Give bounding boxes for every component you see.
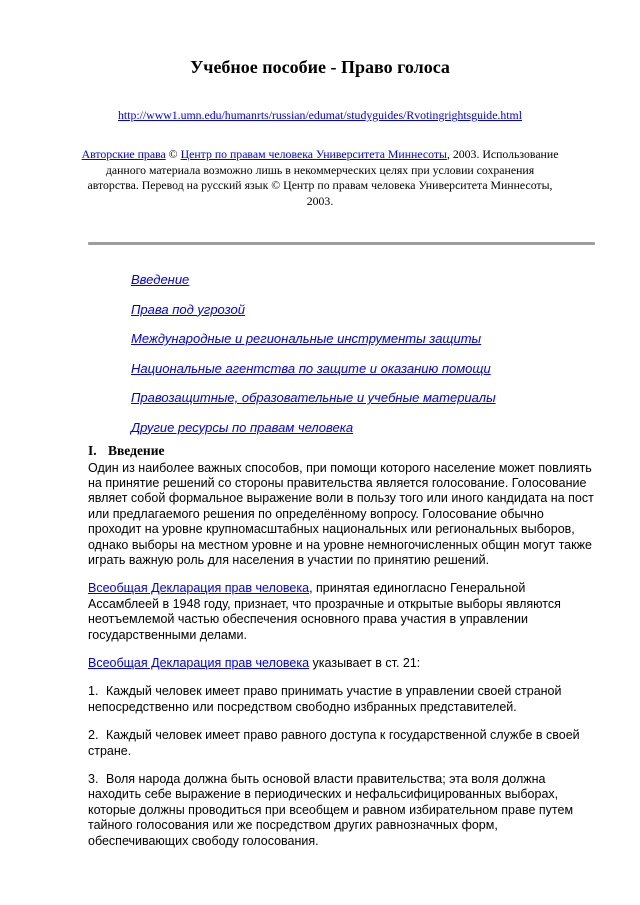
toc-row [131, 303, 640, 317]
toc-link-rights-at-risk[interactable]: Права под угрозой [131, 301, 245, 317]
article-text: Воля народа должна быть основой власти правительства; эта воля должна находить себе выражение в периодических и нефальсифицированных выборах, которые должны проводиться при всеобщем и равном избирательном праве путем тайного голосования или же посредством других равнозначных форм, обеспечивающих свободу голосования. [88, 772, 574, 848]
toc-link-advocacy-materials[interactable]: Правозащитные, образовательные и учебные материалы [131, 390, 496, 405]
paragraph-article-21-text: указывает в ст. 21: [309, 655, 421, 670]
human-rights-center-link[interactable]: Центр по правам человека Университета Миннесоты [180, 147, 447, 161]
paragraph-udhr-text: , принятая единогласно Генеральной Ассамблеей в 1948 году, признает, что прозрачные и открытые выборы являются неотъемлемой частью обеспечения основного права участия в управлении государственными делами. [88, 581, 561, 642]
table-of-contents [131, 273, 640, 435]
toc-row [131, 391, 640, 405]
article-item-1 [88, 684, 595, 715]
toc-link-national-agencies[interactable]: Национальные агентства по защите и оказанию помощи [131, 360, 491, 376]
page-title: Учебное пособие - Право голоса [190, 57, 450, 77]
section-heading [88, 443, 640, 459]
source-url-line [0, 108, 640, 123]
udhr-link[interactable]: Всеобщая Декларация прав человека [88, 581, 310, 596]
copyright-separator: © [165, 147, 181, 161]
section-number: I. [88, 442, 97, 458]
article-item-2 [88, 728, 595, 759]
paragraph-article-21 [88, 656, 595, 671]
toc-link-introduction[interactable]: Введение [131, 272, 190, 287]
source-url-link[interactable]: http://www1.umn.edu/humanrts/russian/edumat/studyguides/Rvotingrightsguide.html [117, 108, 523, 122]
toc-link-international-instruments[interactable]: Международные и региональные инструменты защиты [131, 331, 482, 346]
article-number: 3. [88, 772, 99, 786]
article-number: 1. [88, 684, 99, 699]
authors-rights-link[interactable]: Авторские права [81, 147, 166, 161]
article-text: Каждый человек имеет право равного доступа к государственной службе в своей стране. [88, 728, 580, 758]
copyright-text: , 2003. Использование данного материала возможно лишь в некоммерческих целях при условии сохранения авторства. Перевод на русский язык © Центр по правам человека Университета Миннесоты, 2003. [87, 147, 559, 208]
toc-row [131, 332, 640, 346]
article-number: 2. [88, 728, 99, 743]
article-item-3 [88, 772, 595, 849]
copyright-notice [81, 147, 559, 209]
section-title: Введение [108, 442, 165, 458]
toc-link-other-resources[interactable]: Другие ресурсы по правам человека [131, 419, 354, 435]
section-divider [88, 242, 595, 245]
paragraph-intro: Один из наиболее важных способов, при помощи которого население может повлиять на принятие решений со стороны правительства является голосование. Голосование являет собой формальное выражение воли в пользу того или иного кандидата на пост или предлагаемого решения по определённому вопросу. Голосование обычно проходит на уровне крупномасштабных национальных или региональных выборов, однако выборы на местном уровне и на уровне немногочисленных общин могут также играть важную роль для населения в участии по принятию решений. [88, 460, 594, 567]
article-text: Каждый человек имеет право принимать участие в управлении своей страной непосредственно или посредством свободно избранных представителей. [88, 684, 562, 714]
toc-row [131, 421, 640, 435]
paragraph-udhr [88, 581, 595, 643]
toc-row [131, 273, 640, 287]
udhr-link-2[interactable]: Всеобщая Декларация прав человека [88, 655, 310, 670]
toc-row [131, 362, 640, 376]
